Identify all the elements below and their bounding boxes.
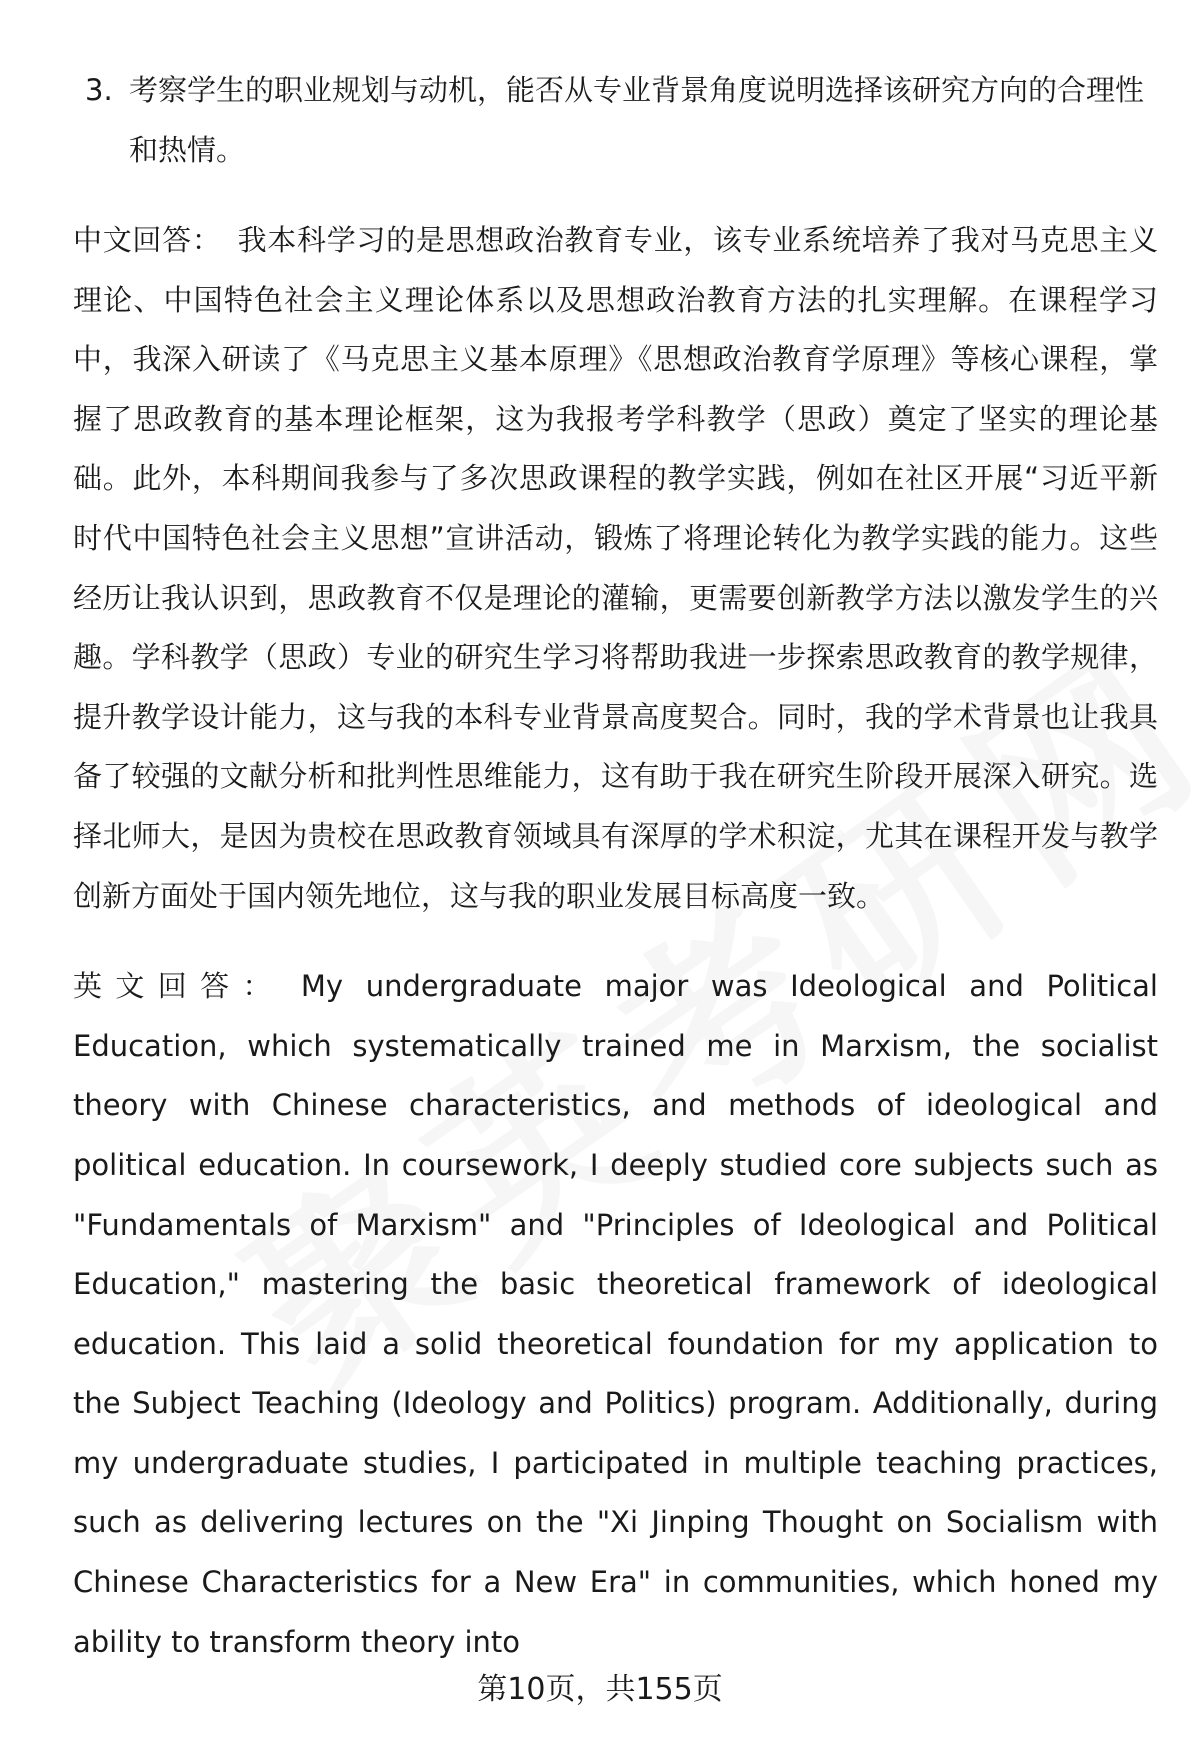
answer-english <box>73 957 1158 1672</box>
question-text: 考察学生的职业规划与动机，能否从专业背景角度说明选择该研究方向的合理性和热情。 <box>129 73 1145 167</box>
answer-chinese <box>73 211 1158 926</box>
answer-chinese-label: 中文回答： <box>73 223 222 257</box>
document-page <box>73 60 1158 1672</box>
answer-chinese-text: 我本科学习的是思想政治教育专业，该专业系统培养了我对马克思主义理论、中国特色社会主义理论体系以及思想政治教育方法的扎实理解。在课程学习中，我深入研读了《马克思主义基本原理》《思想政治教育学原理》等核心课程，掌握了思政教育的基本理论框架，这为我报考学科教学（思政）奠定了坚实的理论基础。此外，本科期间我参与了多次思政课程的教学实践，例如在社区开展“习近平新时代中国特色社会主义思想”宣讲活动，锻炼了将理论转化为教学实践的能力。这些经历让我认识到，思政教育不仅是理论的灌输，更需要创新教学方法以激发学生的兴趣。学科教学（思政）专业的研究生学习将帮助我进一步探索思政教育的教学规律，提升教学设计能力，这与我的本科专业背景高度契合。同时，我的学术背景也让我具备了较强的文献分析和批判性思维能力，这有助于我在研究生阶段开展深入研究。选择北师大，是因为贵校在思政教育领域具有深厚的学术积淀，尤其在课程开发与教学创新方面处于国内领先地位，这与我的职业发展目标高度一致。 <box>73 223 1158 913</box>
question-item <box>73 60 1158 180</box>
question-number: 3. <box>85 73 113 107</box>
page-footer: 第10页，共155页 <box>477 1672 723 1707</box>
answer-english-label: 英文回答： <box>73 969 285 1004</box>
answer-english-text: My undergraduate major was Ideological and Political Education, which systematically trained me in Marxism, the socialist theory with Chinese characteristics, and methods of ideological and political education. In coursework, I deeply studied core subjects such as "Fundamentals of Marxism" and "Principles of Ideological and Political Education," mastering the basic theoretical framework of ideological education. This laid a solid theoretical foundation for my application to the Subject Teaching (Ideology and Politics) program. Additionally, during my undergraduate studies, I participated in multiple teaching practices, such as delivering lectures on the "Xi Jinping Thought on Socialism with Chinese Characteristics for a New Era" in communities, which honed my ability to transform theory into <box>73 969 1158 1659</box>
